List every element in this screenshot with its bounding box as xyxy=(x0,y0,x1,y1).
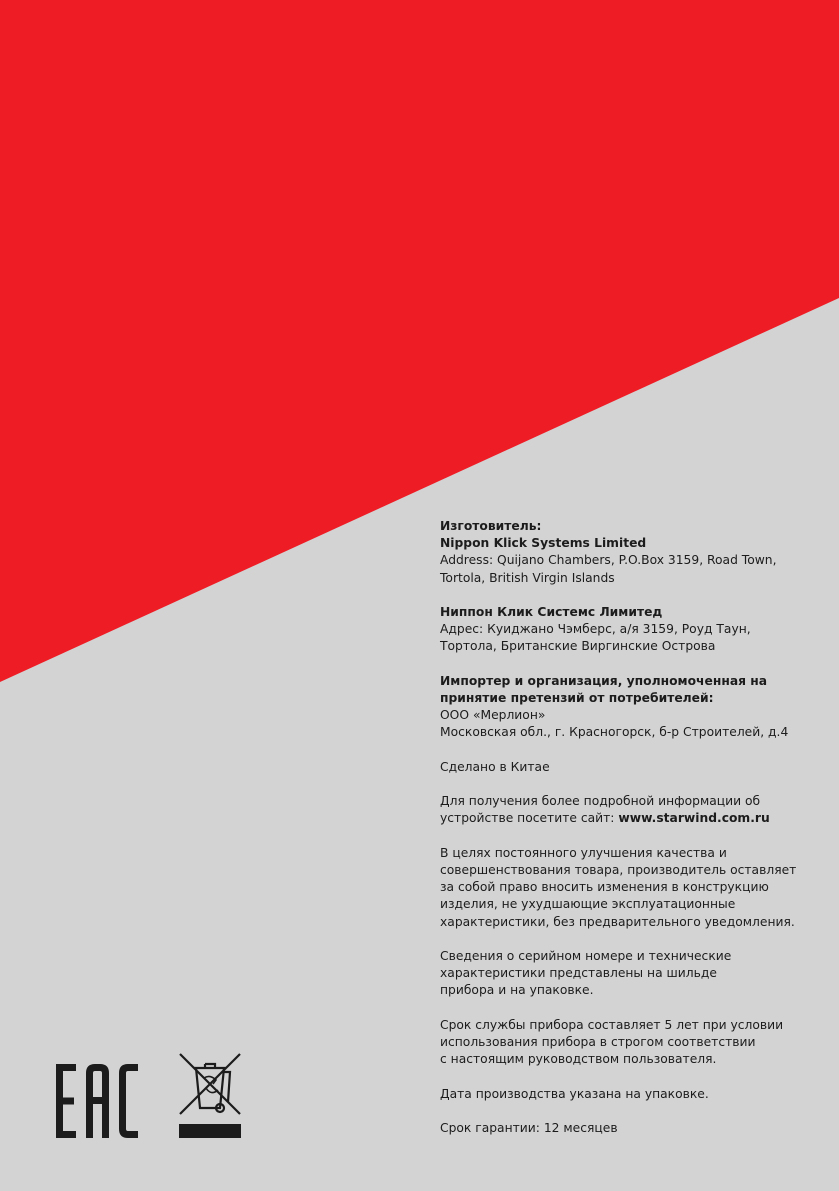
made-in-section xyxy=(440,759,830,776)
service-life-line: Срок службы прибора составляет 5 лет при условии xyxy=(440,1017,784,1032)
eac-mark-icon xyxy=(56,1064,138,1138)
service-life-line: использования прибора в строгом соответствии xyxy=(440,1034,756,1049)
importer-name: ООО «Мерлион» xyxy=(440,708,546,723)
info-line1: Для получения более подробной информации об xyxy=(440,794,761,809)
production-date-section xyxy=(440,1086,830,1103)
serial-line: прибора и на упаковке. xyxy=(440,983,594,998)
serial-section xyxy=(440,948,830,1000)
manufacturer-ru-section xyxy=(440,604,830,656)
importer-section xyxy=(440,673,830,742)
website-link[interactable]: www.starwind.com.ru xyxy=(618,811,770,826)
serial-line: характеристики представлены на шильде xyxy=(440,966,717,981)
manufacturer-address-en-line1: Address: Quijano Chambers, P.O.Box 3159, Road Town, xyxy=(440,553,777,568)
serial-line: Сведения о серийном номере и технические xyxy=(440,948,732,963)
manufacturer-address-en-line2: Tortola, British Virgin Islands xyxy=(440,570,615,585)
warranty-text: Срок гарантии: 12 месяцев xyxy=(440,1120,618,1135)
manufacturer-name-en: Nippon Klick Systems Limited xyxy=(440,536,647,551)
manufacturer-address-ru-line2: Тортола, Британские Виргинские Острова xyxy=(440,639,716,654)
manufacturer-section xyxy=(440,518,830,587)
manufacturer-label: Изготовитель: xyxy=(440,519,542,533)
warranty-section xyxy=(440,1120,830,1137)
improvement-line: за собой право вносить изменения в конструкцию xyxy=(440,880,769,895)
service-life-section xyxy=(440,1017,830,1069)
manufacturer-name-ru: Ниппон Клик Системс Лимитед xyxy=(440,605,663,619)
crossed-out-wheelie-bin-icon xyxy=(178,1052,242,1138)
importer-label-line2: принятие претензий от потребителей: xyxy=(440,691,714,705)
made-in-text: Сделано в Китае xyxy=(440,759,550,774)
improvement-line: характеристики, без предварительного уведомления. xyxy=(440,914,795,929)
improvement-line: изделия, не ухудшающие эксплуатационные xyxy=(440,897,736,912)
improvement-line: совершенствования товара, производитель оставляет xyxy=(440,862,797,877)
production-date-text: Дата производства указана на упаковке. xyxy=(440,1086,709,1101)
info-section xyxy=(440,793,830,827)
manufacturer-address-ru-line1: Адрес: Куиджано Чэмберс, а/я 3159, Роуд Таун, xyxy=(440,622,751,637)
info-line2-prefix: устройстве посетите сайт: xyxy=(440,811,619,826)
improvement-section xyxy=(440,845,830,931)
importer-label-line1: Импортер и организация, уполномоченная на xyxy=(440,673,768,688)
importer-address: Московская обл., г. Красногорск, б-р Строителей, д.4 xyxy=(440,725,789,740)
improvement-line: В целях постоянного улучшения качества и xyxy=(440,845,727,860)
product-info-text xyxy=(440,518,830,1154)
info-line2 xyxy=(440,810,830,827)
service-life-line: с настоящим руководством пользователя. xyxy=(440,1052,717,1067)
